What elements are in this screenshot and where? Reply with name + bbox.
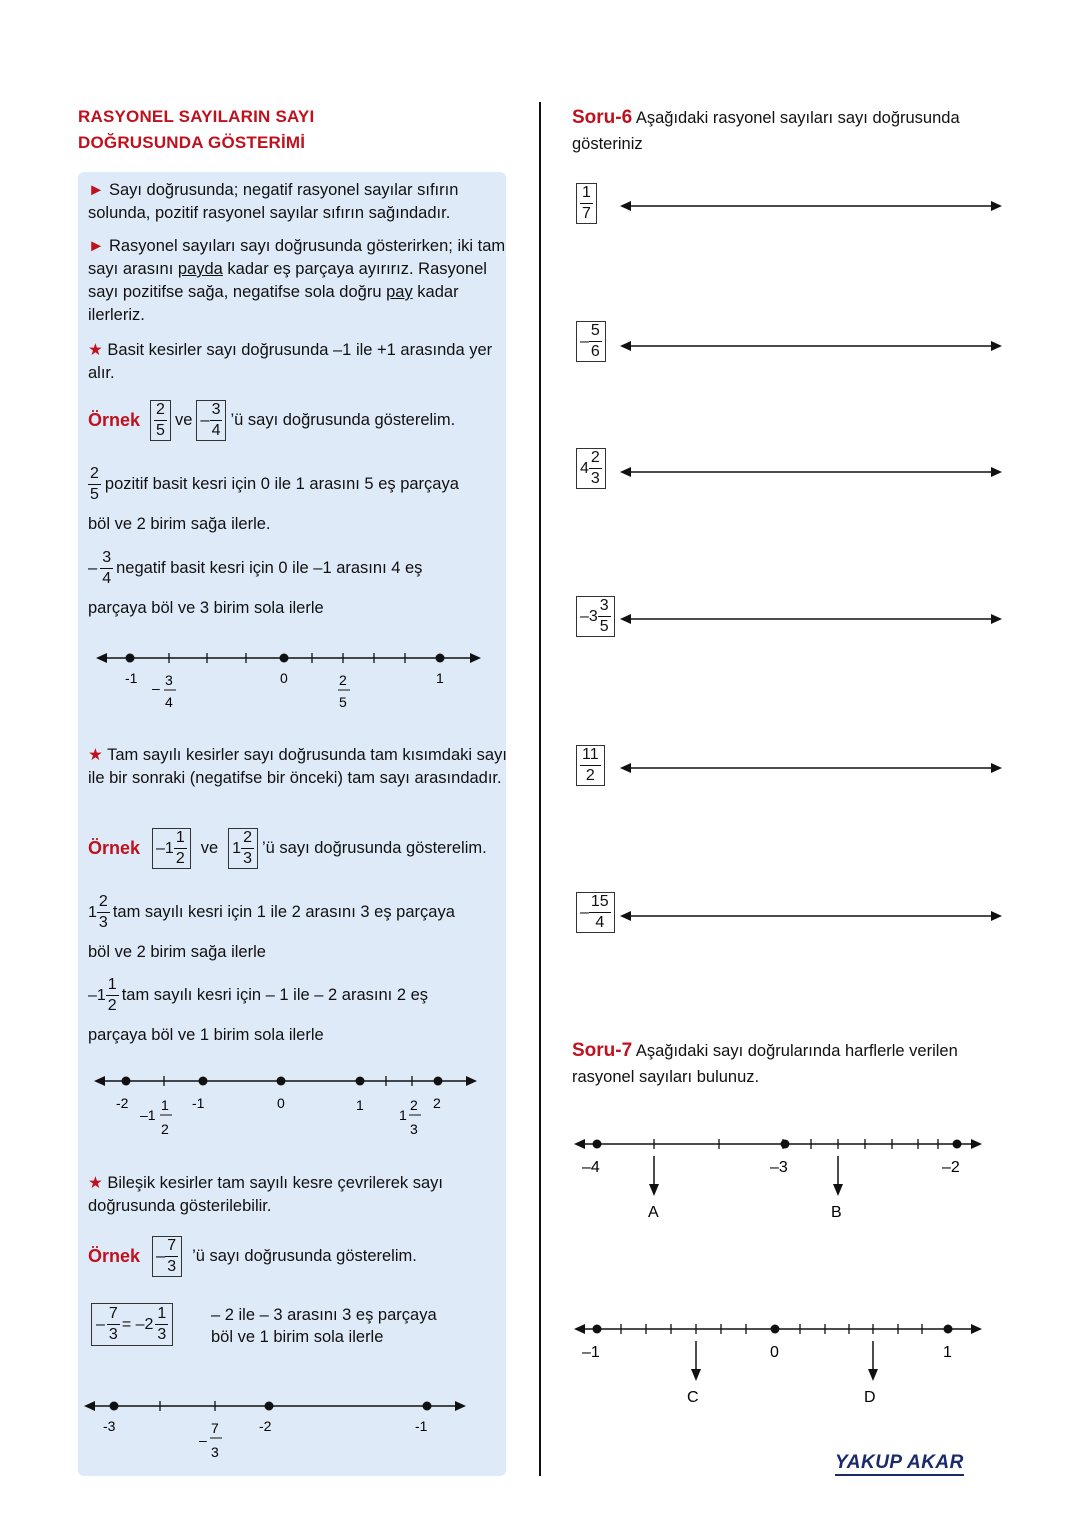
q6-fraction-1-7: $\frac{1}{7}$ <box>576 183 597 224</box>
svg-text:3: 3 <box>165 672 173 688</box>
question-6-heading: Soru-6 Aşağıdaki rasyonel sayıları sayı doğrusunda gösteriniz <box>572 107 960 153</box>
rule-paragraph-1: ► Sayı doğrusunda; negatif rasyonel sayılar sıfırın solunda, pozitif rasyonel sayılar sıfırın sağındadır. <box>88 181 459 222</box>
svg-text:1: 1 <box>943 1344 952 1361</box>
star-note-1: ★ Basit kesirler sayı doğrusunda –1 ile +1 arasında yer alır. <box>88 341 493 382</box>
svg-text:5: 5 <box>339 694 347 710</box>
example-1-step-1: $\frac{2}{5}$ pozitif basit kesri için 0 ile 1 arasını 5 eş parçaya <box>90 465 459 503</box>
svg-text:2: 2 <box>161 1121 169 1137</box>
svg-text:–3: –3 <box>770 1159 788 1176</box>
svg-text:0: 0 <box>280 670 288 686</box>
mixed-1-2-3-box: 1 $\frac{2}{3}$ <box>228 828 258 869</box>
svg-text:-1: -1 <box>415 1418 428 1434</box>
letter-b: B <box>831 1204 842 1221</box>
q6-mixed-4-2-3: 4 $\frac{2}{3}$ <box>576 448 606 489</box>
fraction-neg-7-3-box: – $\frac{7}{3}$ <box>152 1236 182 1277</box>
svg-text:2: 2 <box>339 672 347 688</box>
q6-fraction-neg-5-6: – $\frac{5}{6}$ <box>576 321 606 362</box>
example-2-step-1b: böl ve 2 birim sağa ilerle <box>88 943 266 961</box>
q6-mixed-neg-3-3-5: –3 $\frac{3}{5}$ <box>576 596 615 637</box>
rule-paragraph-2: ► Rasyonel sayıları sayı doğrusunda gösterirken; iki tam sayı arasını payda kadar eş parçaya ayırırız. Rasyonel sayı pozitifse sağa, negatifse sola doğru pay kadar ilerleriz. <box>88 237 506 324</box>
svg-text:–2: –2 <box>942 1159 960 1176</box>
number-line-2 <box>88 1068 488 1143</box>
letter-c: C <box>687 1389 699 1406</box>
svg-text:7: 7 <box>211 1420 219 1436</box>
svg-text:4: 4 <box>165 694 173 710</box>
star-icon: ★ <box>88 746 103 764</box>
svg-text:2: 2 <box>410 1097 418 1113</box>
svg-text:-1: -1 <box>125 670 138 686</box>
svg-text:3: 3 <box>410 1121 418 1137</box>
star-note-2: ★ Tam sayılı kesirler sayı doğrusunda tam kısımdaki sayı ile bir sonraki (negatifse bir önceki) tam sayı arasındadır. <box>88 746 507 787</box>
svg-text:3: 3 <box>211 1444 219 1460</box>
example-1-step-2: – $\frac{3}{4}$ negatif basit kesri için 0 ile –1 arasını 4 eş <box>88 549 423 587</box>
svg-text:-3: -3 <box>103 1418 116 1434</box>
svg-text:-2: -2 <box>259 1418 272 1434</box>
number-line-1 <box>90 645 490 720</box>
svg-text:–1: –1 <box>140 1107 156 1123</box>
conversion-equation-box: – $\frac{7}{3}$ = –2 $\frac{1}{3}$ <box>91 1303 173 1346</box>
q6-fraction-neg-15-4: – $\frac{15}{4}$ <box>576 892 615 933</box>
question-7-heading: Soru-7 Aşağıdaki sayı doğrularında harflerle verilen rasyonel sayıları bulunuz. <box>572 1040 958 1086</box>
author-brand: YAKUP AKAR <box>835 1452 964 1473</box>
number-line-3 <box>78 1393 478 1468</box>
example-3-desc-1: – 2 ile – 3 arasını 3 eş parçaya <box>211 1306 437 1324</box>
bullet-arrow-icon: ► <box>88 181 105 199</box>
fraction-neg-3-4-box: – $\frac{3}{4}$ <box>196 400 226 441</box>
star-note-3: ★ Bileşik kesirler tam sayılı kesre çevrilerek sayı doğrusunda gösterilebilir. <box>88 1174 443 1215</box>
svg-text:–1: –1 <box>582 1344 600 1361</box>
svg-text:–4: –4 <box>582 1159 600 1176</box>
svg-text:–: – <box>152 680 160 696</box>
svg-text:1: 1 <box>161 1097 169 1113</box>
q6-number-line-2[interactable] <box>615 336 1010 356</box>
letter-d: D <box>864 1389 876 1406</box>
svg-text:-2: -2 <box>116 1095 129 1111</box>
svg-text:-1: -1 <box>192 1095 205 1111</box>
star-icon: ★ <box>88 341 103 359</box>
letter-a: A <box>648 1204 659 1221</box>
example-3-heading: Örnek – $\frac{7}{3}$ ’ü sayı doğrusunda gösterelim. <box>88 1237 417 1275</box>
example-1-heading: Örnek $\frac{2}{5}$ ve – $\frac{3}{4}$ ’ü sayı doğrusunda gösterelim. <box>88 401 456 439</box>
svg-text:1: 1 <box>399 1107 407 1123</box>
q7-number-line-2 <box>568 1317 988 1412</box>
q6-number-line-4[interactable] <box>615 609 1010 629</box>
svg-text:2: 2 <box>433 1095 441 1111</box>
q6-fraction-11-2: $\frac{11}{2}$ <box>576 745 605 786</box>
svg-text:1: 1 <box>356 1097 364 1113</box>
q6-number-line-3[interactable] <box>615 462 1010 482</box>
star-icon: ★ <box>88 1174 103 1192</box>
fraction-2-5-box: $\frac{2}{5}$ <box>150 400 171 441</box>
example-2-heading: Örnek –1 $\frac{1}{2}$ ve 1 $\frac{2}{3}$ ’ü sayı doğrusunda gösterelim. <box>88 829 487 867</box>
example-2-step-2b: parçaya böl ve 1 birim sola ilerle <box>88 1026 324 1044</box>
example-2-step-1: 1 $\frac{2}{3}$ tam sayılı kesri için 1 ile 2 arasını 3 eş parçaya <box>88 893 455 931</box>
mixed-neg-1-1-2-box: –1 $\frac{1}{2}$ <box>152 828 191 869</box>
example-1-step-1b: böl ve 2 birim sağa ilerle. <box>88 515 271 533</box>
bullet-arrow-icon: ► <box>88 237 105 255</box>
example-3-desc-2: böl ve 1 birim sola ilerle <box>211 1328 384 1346</box>
q6-number-line-1[interactable] <box>615 196 1010 216</box>
svg-text:–: – <box>199 1432 207 1448</box>
example-2-step-2: –1 $\frac{1}{2}$ tam sayılı kesri için – 1 ile – 2 arasını 2 eş <box>88 976 429 1014</box>
column-divider <box>539 102 541 1476</box>
q7-number-line-1 <box>568 1132 988 1227</box>
q6-number-line-5[interactable] <box>615 758 1010 778</box>
svg-text:0: 0 <box>277 1095 285 1111</box>
svg-text:0: 0 <box>770 1344 779 1361</box>
point-0 <box>280 654 289 663</box>
example-1-step-2b: parçaya böl ve 3 birim sola ilerle <box>88 599 324 617</box>
svg-text:1: 1 <box>436 670 444 686</box>
point-neg-1 <box>126 654 135 663</box>
q6-number-line-6[interactable] <box>615 906 1010 926</box>
page-title: RASYONEL SAYILARIN SAYI DOĞRUSUNDA GÖSTERİMİ <box>78 107 315 152</box>
point-1 <box>436 654 445 663</box>
